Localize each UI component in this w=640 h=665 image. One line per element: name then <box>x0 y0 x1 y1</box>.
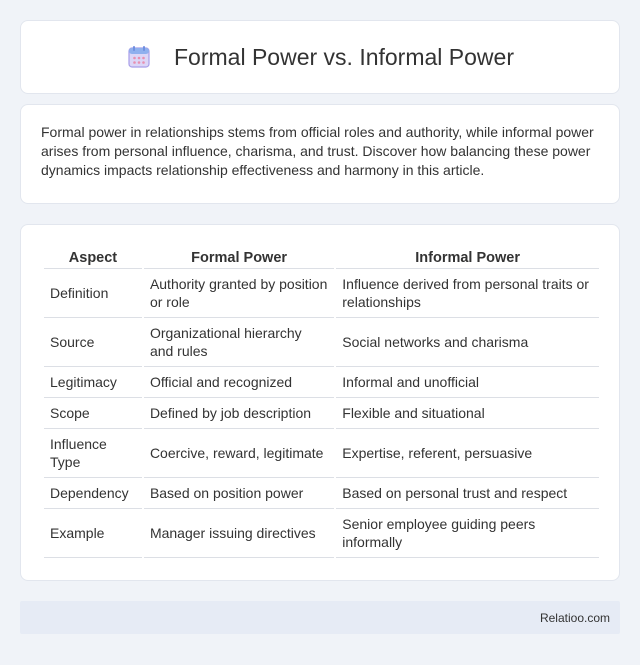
table-row <box>44 398 599 429</box>
formal-cell: Based on position power <box>144 478 334 509</box>
formal-cell: Coercive, reward, legitimate <box>144 429 334 478</box>
informal-cell: Influence derived from personal traits or relationships <box>336 269 599 318</box>
header-informal-power: Informal Power <box>336 245 599 269</box>
table-row <box>44 367 599 398</box>
table-row <box>44 318 599 367</box>
header-formal-power: Formal Power <box>144 245 334 269</box>
comparison-table <box>42 245 601 558</box>
aspect-cell: Example <box>44 509 142 558</box>
informal-cell: Flexible and situational <box>336 398 599 429</box>
header-aspect: Aspect <box>44 245 142 269</box>
aspect-cell: Legitimacy <box>44 367 142 398</box>
page-title: Formal Power vs. Informal Power <box>174 43 514 70</box>
formal-cell: Manager issuing directives <box>144 509 334 558</box>
formal-cell: Defined by job description <box>144 398 334 429</box>
informal-cell: Informal and unofficial <box>336 367 599 398</box>
footer-bar <box>20 601 620 634</box>
title-card <box>20 20 620 94</box>
aspect-cell: Source <box>44 318 142 367</box>
informal-cell: Expertise, referent, persuasive <box>336 429 599 478</box>
table-row <box>44 509 599 558</box>
table-row <box>44 429 599 478</box>
formal-cell: Organizational hierarchy and rules <box>144 318 334 367</box>
aspect-cell: Definition <box>44 269 142 318</box>
aspect-cell: Dependency <box>44 478 142 509</box>
calendar-icon <box>126 44 152 70</box>
comparison-table-card <box>20 224 620 581</box>
intro-text: Formal power in relationships stems from official roles and authority, while informal power arises from personal influence, charisma, and trust. Discover how balancing these power dynamics impacts relationship effectiveness and harmony in this article. <box>41 124 594 178</box>
formal-cell: Authority granted by position or role <box>144 269 334 318</box>
informal-cell: Senior employee guiding peers informally <box>336 509 599 558</box>
intro-card <box>20 104 620 204</box>
informal-cell: Social networks and charisma <box>336 318 599 367</box>
formal-cell: Official and recognized <box>144 367 334 398</box>
table-row <box>44 478 599 509</box>
informal-cell: Based on personal trust and respect <box>336 478 599 509</box>
footer-brand-link[interactable]: Relatioo.com <box>539 610 610 625</box>
table-header-row <box>44 245 599 269</box>
table-row <box>44 269 599 318</box>
aspect-cell: Influence Type <box>44 429 142 478</box>
aspect-cell: Scope <box>44 398 142 429</box>
